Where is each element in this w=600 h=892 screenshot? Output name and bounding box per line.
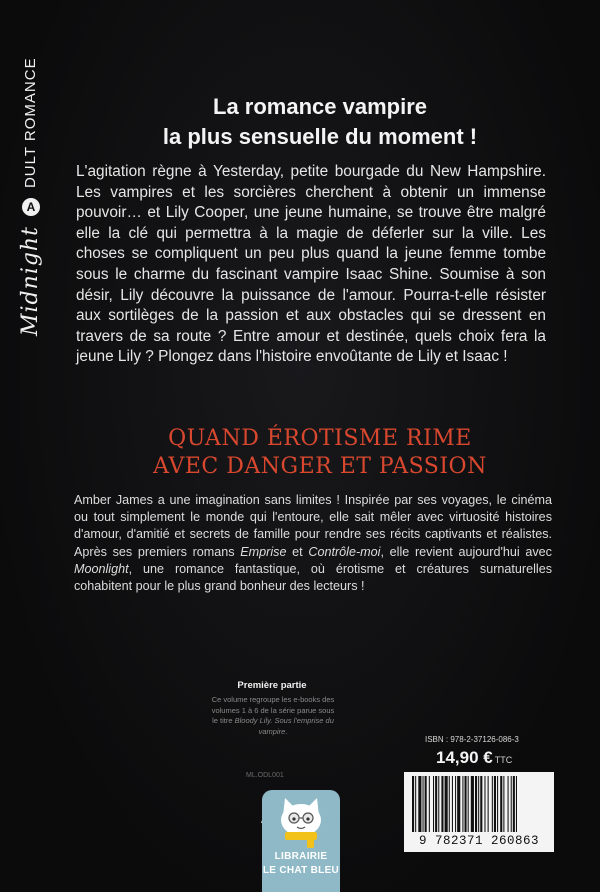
book-title-moonlight: Moonlight (74, 561, 129, 576)
bio-text: Amber James a une imagination sans limites ! Inspirée par ses voyages, le cinéma ou tout simplement le monde qui l'entoure, elle sait mêler avec virtuosité histoires d'amour, d'amitié et secrets de famille pour rendre ses récits captivants et réalistes. Après ses premiers romans (74, 493, 552, 559)
barcode-bar (465, 776, 467, 832)
barcode-bar (455, 776, 456, 832)
barcode-bar (478, 776, 479, 832)
barcode-bar (513, 776, 515, 832)
barcode-bar (412, 776, 414, 832)
headline-line-2: la plus sensuelle du moment ! (162, 124, 478, 149)
barcode-bar (492, 776, 493, 832)
barcode-bar (500, 776, 502, 832)
spine-text (18, 6, 43, 336)
headline-line-1: La romance vampire (213, 94, 427, 119)
bio-text: , elle revient aujourd'hui avec (380, 544, 552, 559)
part-desc-title: Bloody Lily. Sous l'emprise du vampire (234, 716, 334, 736)
barcode-bar (468, 776, 469, 832)
barcode-bar (452, 776, 453, 832)
barcode-bar (441, 776, 443, 832)
tagline-line-2: AVEC DANGER ET PASSION (153, 454, 487, 479)
barcode-bar (438, 776, 439, 832)
barcode-bar (471, 776, 474, 832)
barcode-bar (418, 776, 421, 832)
barcode-bar (457, 776, 460, 832)
barcode-bar (484, 776, 485, 832)
barcode-bar (423, 776, 424, 832)
barcode-bar (494, 776, 496, 832)
catalog-code: ML.ODL001 (246, 772, 284, 779)
price (436, 748, 512, 768)
barcode-bar (475, 776, 477, 832)
watermark-text (262, 850, 340, 878)
tagline-line-1: QUAND ÉROTISME RIME (168, 426, 472, 451)
barcode (404, 772, 554, 852)
barcode-bar (449, 776, 450, 832)
isbn: ISBN : 978-2-37126-086-3 (425, 735, 519, 744)
watermark-line-1: LIBRAIRIE (274, 851, 328, 862)
barcode-bar (425, 776, 427, 832)
series-name: Midnight (18, 226, 43, 336)
adult-badge-icon: A (22, 198, 40, 216)
part-desc-end: . (285, 726, 288, 736)
book-title-controle-moi: Contrôle-moi (308, 544, 381, 559)
barcode-bar (480, 776, 482, 832)
barcode-bar (433, 776, 434, 832)
spine (0, 0, 43, 892)
barcode-bar (462, 776, 463, 832)
barcode-bars-icon (410, 776, 548, 834)
bookstore-watermark (262, 790, 340, 892)
barcode-bar (497, 776, 498, 832)
barcode-bar (429, 776, 430, 832)
barcode-number: 9 782371 260863 (418, 834, 540, 848)
synopsis: L'agitation règne à Yesterday, petite bourgade du New Hampshire. Les vampires et les sorcières cherchent à obtenir un immense pouvoir… et Lily Cooper, une jeune humaine, se trouve être malgré elle la clé qui permettra à la magie de déferler sur la ville. Les choses se compliquent un peu plus quand la jeune femme tombe sous le charme du fascinant vampire Isaac Shine. Soumise à son désir, Lily découvre la puissance de l'amour. Pourra-t-elle résister aux sortilèges de la passion et aux obstacles qui se dressent en travers de sa route ? Entre amour et destinée, quels choix fera la jeune Lily ? Plongez dans l'histoire envoûtante de Lily et Isaac ! (76, 163, 546, 366)
barcode-bar (488, 776, 489, 832)
barcode-bar (415, 776, 416, 832)
headline (40, 92, 600, 152)
author-bio (74, 492, 552, 595)
barcode-bar (445, 776, 448, 832)
adult-romance-label: DULT ROMANCE (22, 57, 39, 189)
book-title-emprise: Emprise (240, 544, 287, 559)
cat-logo-icon (271, 794, 331, 850)
barcode-bar (516, 776, 517, 832)
part-desc-text: Ce volume regroupe les e-books des volumes 1 à 6 de la série parue sous le titre (211, 695, 335, 725)
price-amount: 14,90 € (436, 748, 493, 767)
tagline (40, 425, 600, 481)
barcode-bar (511, 776, 512, 832)
part-title: Première partie (237, 680, 307, 691)
bio-text: , une romance fantastique, où érotisme et créatures surnaturelles cohabitent pour le plus grand bonheur des lecteurs ! (74, 561, 552, 594)
barcode-bar (435, 776, 437, 832)
watermark-line-2: LE CHAT BLEU (262, 865, 340, 876)
part-description (208, 695, 338, 737)
price-currency: TTC (494, 755, 513, 765)
barcode-bar (508, 776, 509, 832)
barcode-bar (503, 776, 504, 832)
bio-text: et (286, 544, 309, 559)
